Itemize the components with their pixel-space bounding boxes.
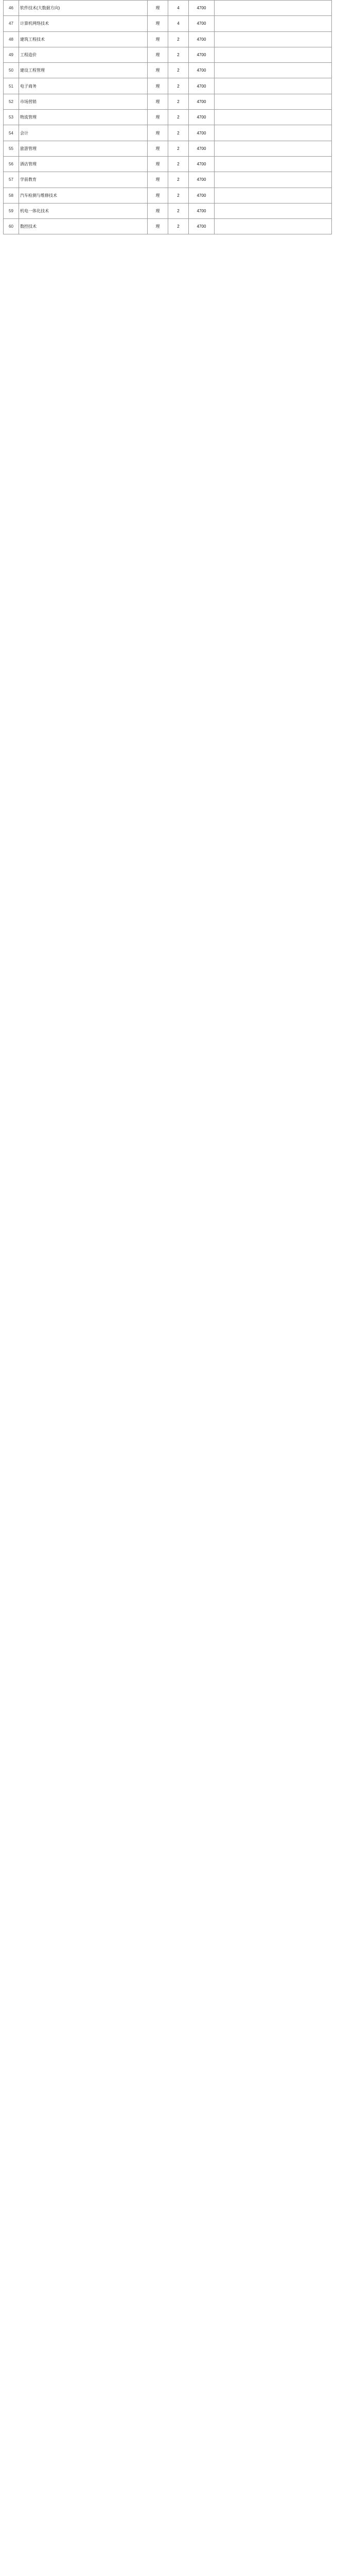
row-note [215, 110, 332, 125]
row-note [215, 63, 332, 78]
row-category: 理 [148, 47, 168, 62]
row-plan-count: 2 [168, 78, 189, 94]
table-row [4, 125, 332, 141]
row-code: 49 [4, 47, 19, 62]
row-tuition: 4700 [189, 110, 215, 125]
row-tuition: 4700 [189, 172, 215, 188]
row-plan-count: 2 [168, 219, 189, 234]
row-category: 理 [148, 63, 168, 78]
row-major-name: 机电一体化技术 [19, 203, 148, 218]
row-tuition: 4700 [189, 1, 215, 16]
row-major-name: 学前教育 [19, 172, 148, 188]
row-note [215, 78, 332, 94]
row-tuition: 4700 [189, 16, 215, 31]
row-plan-count: 2 [168, 125, 189, 141]
table-row [4, 219, 332, 234]
row-code: 48 [4, 31, 19, 47]
table-body [4, 1, 332, 234]
row-category: 理 [148, 141, 168, 156]
row-category: 理 [148, 78, 168, 94]
row-category: 理 [148, 1, 168, 16]
table-row [4, 16, 332, 31]
row-plan-count: 2 [168, 156, 189, 172]
row-plan-count: 2 [168, 172, 189, 188]
row-major-name: 数控技术 [19, 219, 148, 234]
row-note [215, 141, 332, 156]
row-note [215, 156, 332, 172]
row-code: 53 [4, 110, 19, 125]
row-code: 47 [4, 16, 19, 31]
row-tuition: 4700 [189, 219, 215, 234]
row-major-name: 酒店管理 [19, 156, 148, 172]
row-note [215, 47, 332, 62]
row-tuition: 4700 [189, 141, 215, 156]
table-row [4, 110, 332, 125]
table-row [4, 47, 332, 62]
row-note [215, 1, 332, 16]
row-major-name: 建设工程管理 [19, 63, 148, 78]
admission-plan-table [3, 0, 332, 234]
row-tuition: 4700 [189, 94, 215, 109]
table-row [4, 172, 332, 188]
row-tuition: 4700 [189, 125, 215, 141]
table-row [4, 1, 332, 16]
row-tuition: 4700 [189, 78, 215, 94]
row-note [215, 94, 332, 109]
table-row [4, 188, 332, 203]
row-category: 理 [148, 110, 168, 125]
row-major-name: 市场营销 [19, 94, 148, 109]
row-category: 理 [148, 94, 168, 109]
row-code: 54 [4, 125, 19, 141]
row-plan-count: 4 [168, 16, 189, 31]
row-category: 理 [148, 203, 168, 218]
row-tuition: 4700 [189, 63, 215, 78]
row-major-name: 电子商务 [19, 78, 148, 94]
table-row [4, 94, 332, 109]
table-row [4, 203, 332, 218]
row-code: 59 [4, 203, 19, 218]
row-code: 50 [4, 63, 19, 78]
row-code: 51 [4, 78, 19, 94]
row-plan-count: 4 [168, 1, 189, 16]
row-code: 56 [4, 156, 19, 172]
row-major-name: 工程造价 [19, 47, 148, 62]
row-note [215, 16, 332, 31]
row-category: 理 [148, 188, 168, 203]
row-plan-count: 2 [168, 94, 189, 109]
row-major-name: 建筑工程技术 [19, 31, 148, 47]
table-row [4, 78, 332, 94]
row-major-name: 汽车检测与维修技术 [19, 188, 148, 203]
row-note [215, 219, 332, 234]
row-category: 理 [148, 16, 168, 31]
row-category: 理 [148, 125, 168, 141]
row-code: 60 [4, 219, 19, 234]
row-code: 57 [4, 172, 19, 188]
row-major-name: 物流管理 [19, 110, 148, 125]
row-category: 理 [148, 156, 168, 172]
row-code: 52 [4, 94, 19, 109]
table-row [4, 141, 332, 156]
row-major-name: 软件技术(大数据方向) [19, 1, 148, 16]
row-plan-count: 2 [168, 141, 189, 156]
row-category: 理 [148, 172, 168, 188]
row-tuition: 4700 [189, 203, 215, 218]
row-note [215, 188, 332, 203]
row-tuition: 4700 [189, 156, 215, 172]
row-note [215, 31, 332, 47]
row-plan-count: 2 [168, 63, 189, 78]
row-major-name: 会计 [19, 125, 148, 141]
row-note [215, 172, 332, 188]
row-plan-count: 2 [168, 188, 189, 203]
table-row [4, 31, 332, 47]
row-plan-count: 2 [168, 110, 189, 125]
row-note [215, 125, 332, 141]
row-plan-count: 2 [168, 203, 189, 218]
row-code: 55 [4, 141, 19, 156]
table-row [4, 63, 332, 78]
row-tuition: 4700 [189, 47, 215, 62]
row-tuition: 4700 [189, 31, 215, 47]
row-plan-count: 2 [168, 47, 189, 62]
row-tuition: 4700 [189, 188, 215, 203]
table-row [4, 156, 332, 172]
row-category: 理 [148, 31, 168, 47]
row-major-name: 计算机网络技术 [19, 16, 148, 31]
row-note [215, 203, 332, 218]
row-code: 58 [4, 188, 19, 203]
row-code: 46 [4, 1, 19, 16]
row-plan-count: 2 [168, 31, 189, 47]
row-major-name: 旅游管理 [19, 141, 148, 156]
row-category: 理 [148, 219, 168, 234]
